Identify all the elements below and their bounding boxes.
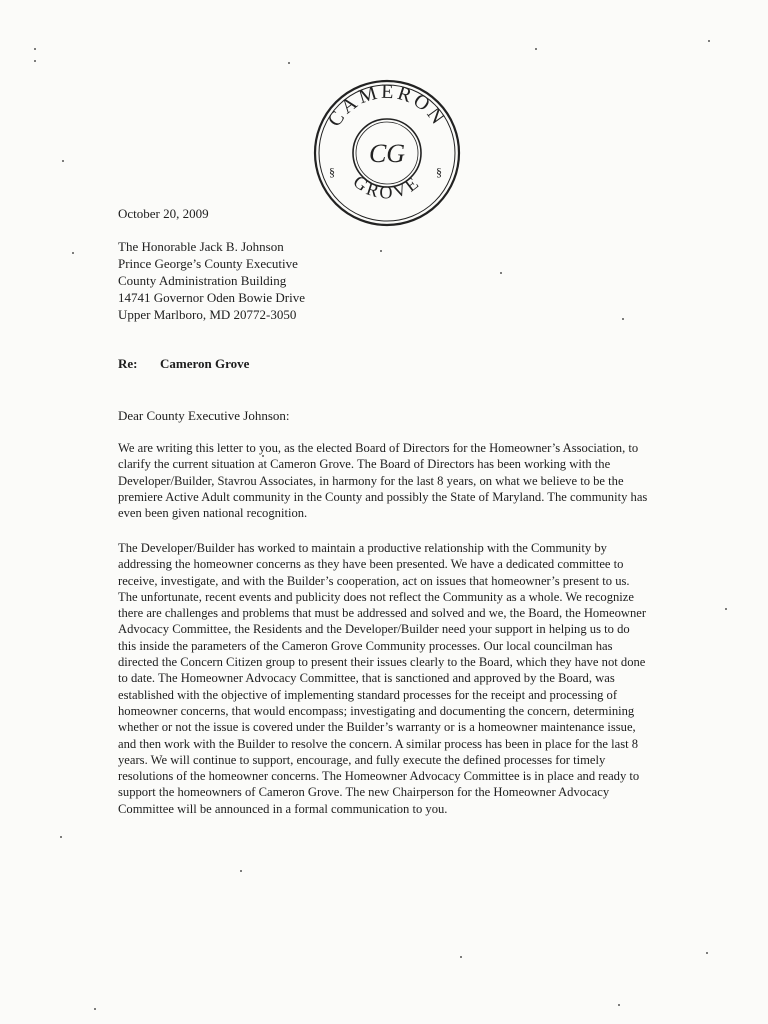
scan-speck <box>288 62 290 64</box>
scan-speck <box>94 1008 96 1010</box>
paragraph-line: Advocacy Committee, the Residents and the Developer/Builder need your support in helping us to do <box>118 622 630 637</box>
subject-text: Cameron Grove <box>160 356 250 371</box>
scan-speck <box>708 40 710 42</box>
paragraph-line: clarify the current situation at Cameron Grove. The Board of Directors has been working with the <box>118 457 611 472</box>
seal-name-top: CAMERON <box>323 80 451 131</box>
scan-speck <box>535 48 537 50</box>
subject-line <box>118 356 249 372</box>
scan-speck <box>725 608 727 610</box>
paragraph-line: We are writing this letter to you, as the elected Board of Directors for the Homeowner’s Association, to <box>118 441 639 455</box>
seal-right-flourish-icon: § <box>436 165 442 179</box>
scan-speck <box>60 836 62 838</box>
paragraph-line: Committee will be announced in a formal communication to you. <box>118 801 448 816</box>
scan-speck <box>500 272 502 274</box>
cameron-grove-seal-logo <box>312 78 462 228</box>
scan-speck <box>62 160 64 162</box>
paragraph-line: there are challenges and problems that must be addressed and solved and we, the Board, the Homeowner <box>118 606 647 621</box>
paragraph-line: Developer/Builder, Stavrou Associates, in harmony for the last 8 years, on what we believe to be the <box>118 473 624 488</box>
paragraph-line: homeowner concerns, that would encompass; investigating and documenting the concern, determining <box>118 703 635 718</box>
body-paragraph-1 <box>118 440 698 521</box>
paragraph-line: this inside the parameters of the Cameron Grove Community processes. Our local councilman has <box>118 638 613 653</box>
paragraph-line: and then work with the Builder to resolve the concern. A similar process has been in place for the last 8 <box>118 736 639 751</box>
seal-monogram: CG <box>368 139 406 168</box>
letter-date: October 20, 2009 <box>118 206 209 221</box>
paragraph-line: The Developer/Builder has worked to maintain a productive relationship with the Community by <box>118 541 607 555</box>
scan-speck <box>34 48 36 50</box>
paragraph-line: to date. The Homeowner Advocacy Committee, that is sanctioned and approved by the Board, was <box>118 671 615 686</box>
paragraph-line: even been given national recognition. <box>118 506 308 521</box>
paragraph-line: years. We will continue to support, encourage, and fully execute the defined processes for timely <box>118 752 606 767</box>
scan-speck <box>460 956 462 958</box>
scan-speck <box>618 1004 620 1006</box>
recipient-line: The Honorable Jack B. Johnson <box>118 239 284 254</box>
seal-name-bottom: GROVE <box>349 171 425 203</box>
body-paragraph-2 <box>118 540 698 817</box>
paragraph-line: whether or not the issue is covered under the Builder’s warranty or is a homeowner maintenance issue, <box>118 720 636 735</box>
salutation: Dear County Executive Johnson: <box>118 408 290 423</box>
seal-left-flourish-icon: § <box>329 165 335 179</box>
scan-speck <box>240 870 242 872</box>
paragraph-line: receive, investigate, and with the Builder’s cooperation, act on issues that homeowner’s present to us. <box>118 573 630 588</box>
scan-speck <box>72 252 74 254</box>
paragraph-line: The unfortunate, recent events and publicity does not reflect the Community as a whole. We recognize <box>118 589 634 604</box>
recipient-line: Upper Marlboro, MD 20772-3050 <box>118 307 297 322</box>
recipient-address <box>118 238 305 323</box>
scan-speck <box>262 455 264 457</box>
scan-speck <box>706 952 708 954</box>
scan-speck <box>622 318 624 320</box>
paragraph-line: addressing the homeowner concerns as they have been presented. We have a dedicated committee to <box>118 557 624 572</box>
subject-label: Re: <box>118 356 138 371</box>
recipient-line: County Administration Building <box>118 273 287 288</box>
scan-speck <box>34 60 36 62</box>
paragraph-line: support the homeowners of Cameron Grove. The new Chairperson for the Homeowner Advocacy <box>118 785 610 800</box>
paragraph-line: established with the objective of implementing standard processes for the receipt and processing of <box>118 687 618 702</box>
recipient-line: Prince George’s County Executive <box>118 256 298 271</box>
scan-speck <box>380 250 382 252</box>
recipient-line: 14741 Governor Oden Bowie Drive <box>118 290 306 305</box>
paragraph-line: premiere Active Adult community in the County and possibly the State of Maryland. The community has <box>118 489 648 504</box>
paragraph-line: directed the Concern Citizen group to present their issues clearly to the Board, which they have not done <box>118 655 646 670</box>
paragraph-line: resolutions of the homeowner concerns. The Homeowner Advocacy Committee is in place and ready to <box>118 769 640 784</box>
